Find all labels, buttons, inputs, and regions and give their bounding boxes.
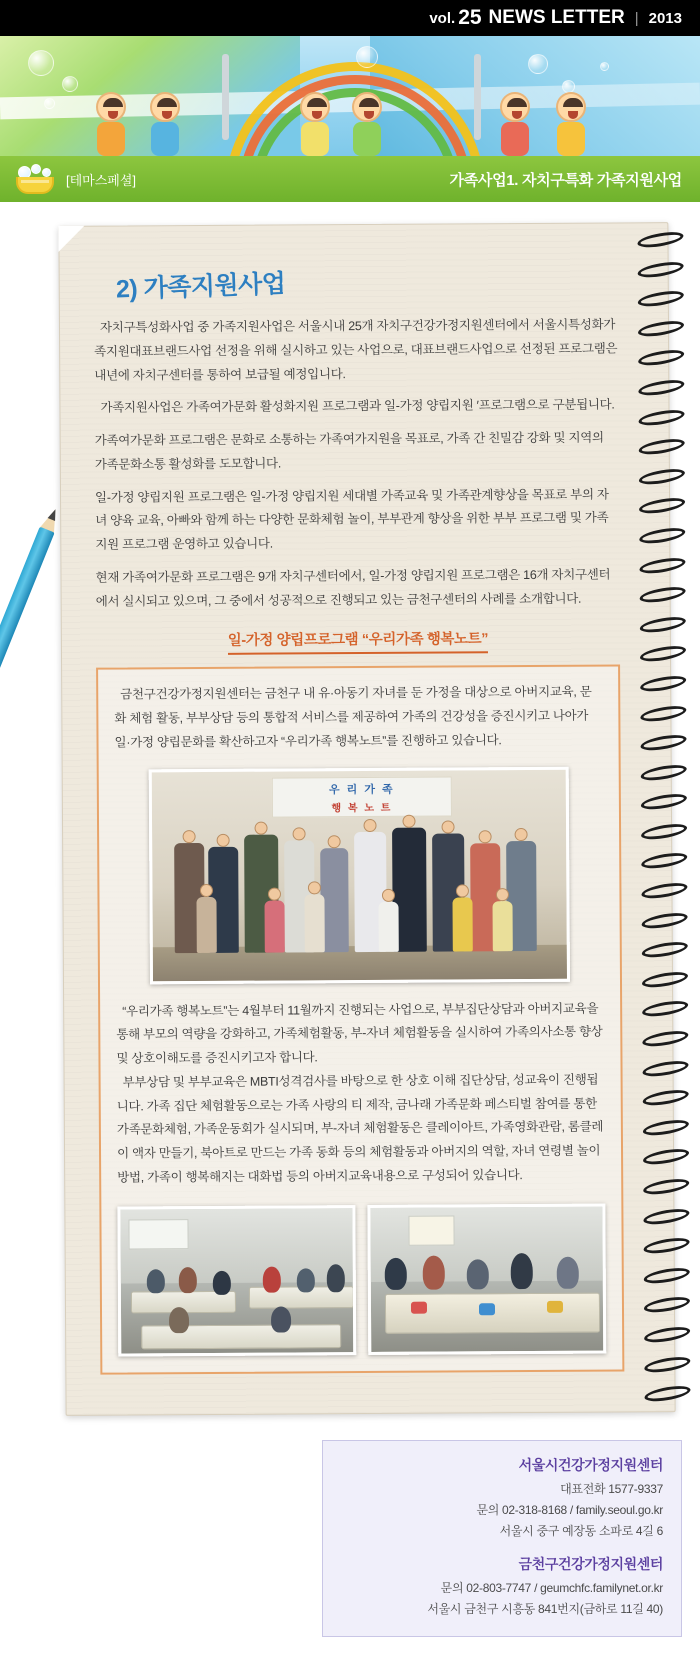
spiral-ring-icon [638,348,684,369]
child-figure-icon [150,92,180,156]
spiral-ring-icon [645,1384,691,1405]
child-body-icon [353,122,381,156]
photo-person [385,1257,407,1289]
highlight-box [96,665,624,1374]
bubble-icon [44,98,55,109]
spiral-ring-icon [641,821,687,842]
child-head-icon [352,92,382,122]
child-body-icon [151,122,179,156]
body-paragraph: 일-가정 양립지원 프로그램은 일-가정 양립지원 세대별 가족교육 및 가족관계향상을 목표로 부의 자녀 양육 교육, 아빠와 함께 하는 다양한 문화체험 놀이, 부부관계 향상을 위한 부부 프로그램 및 가족지원 프로그램 운영하고 있습니다. [94,487,609,552]
child-figure-icon [300,92,330,156]
header-separator: | [634,9,639,27]
spiral-ring-icon [643,1058,689,1079]
spiral-ring-icon [642,910,688,931]
page-content [0,202,700,1637]
spiral-ring-icon [644,1236,690,1257]
bubble-icon [528,54,548,74]
subsection-heading [96,627,620,656]
photo-person [557,1256,579,1288]
spiral-ring-icon [639,407,685,428]
body-paragraph: 현재 가족여가문화 프로그램은 9개 자치구센터에서, 일-가정 양립지원 프로그램은 16개 자치구센터에서 실시되고 있으며, 그 중에서 성공적으로 진행되고 있는 금천구센터의 사례를 소개합니다. [95,567,611,609]
footer-spacer [341,1542,663,1554]
photo-craft-item [411,1301,427,1313]
highlight-paragraph: 금천구건강가정지원센터는 금천구 내 유·아동기 자녀를 둔 가정을 대상으로 아버지교육, 문화 체험 활동, 부부상담 등의 통합적 서비스를 제공하여 가족의 건강성을 증진시키고 나아가 일·가정 양립문화를 확산하고자 “우리가족 행복노트”를 진행하고 있습니다. [114,684,592,750]
spiral-ring-icon [641,762,687,783]
spiral-ring-icon [638,259,684,280]
volume-label: vol. [429,9,456,27]
spiral-ring-icon [639,555,685,576]
photo-person [327,1264,345,1292]
child-body-icon [501,122,529,156]
spiral-ring-icon [639,525,685,546]
spiral-ring-icon [641,851,687,872]
footer-line: 대표전화 1577-9337 [560,1481,663,1496]
child-figure-icon [96,92,126,156]
spiral-ring-icon [643,1088,689,1109]
spiral-ring-icon [641,880,687,901]
child-body-icon [97,122,125,156]
photo-whiteboard [128,1219,188,1249]
pole-left-icon [222,54,229,140]
body-paragraph: 가족여가문화 프로그램은 문화로 소통하는 가족여가지원을 목표로, 가족 간 친밀감 강화 및 지역의 가족문화소통 활성화를 도모합니다. [94,430,604,472]
child-figure-icon [352,92,382,156]
photo-person [213,1270,231,1294]
spiral-ring-icon [643,1176,689,1197]
hero-illustration [0,36,700,156]
spiral-ring-icon [639,496,685,517]
footer-org-name: 서울시건강가정지원센터 [518,1456,663,1473]
body-paragraph: 부부상담 및 부부교육은 MBTI성격검사를 바탕으로 한 상호 이해 집단상담, 성교육이 진행됩니다. 가족 집단 체험활동으로는 가족 사랑의 티 제작, 금나래 가족문화 페스티벌 참여를 통한 가족문화체험, 가족운동회가 실시되며, 부-자녀 체험활동은 클레이아트, 가족영화관람, 롬클레이 액자 만들기, 북아트로 만드는 가족 동화 등의 체험활동과 아버지의 역할, 자녀 연령별 놀이방법, 가족이 행복해지는 대화법 등의 아버지교육내용으로 구성되어 있습니다. [116,1072,604,1185]
photo-person [467,1259,489,1289]
photo-child [379,901,399,951]
child-head-icon [556,92,586,122]
spiral-binding [637,233,690,1401]
photo-child [196,896,216,952]
photo-craft-item [479,1303,495,1315]
child-figure-icon [556,92,586,156]
spiral-ring-icon [642,940,688,961]
spiral-ring-icon [638,318,684,339]
spiral-ring-icon [639,437,685,458]
pencil-icon [0,506,63,697]
photo-child [264,900,284,952]
photo-banner-line1: 우 리 가 족 [328,783,395,796]
year-label: 2013 [648,9,682,27]
spiral-ring-icon [640,644,686,665]
spiral-ring-icon [644,1295,690,1316]
volume-number: 25 [458,6,482,29]
spiral-ring-icon [644,1324,690,1345]
spiral-ring-icon [642,969,688,990]
child-head-icon [500,92,530,122]
contact-footer [322,1440,682,1637]
photo-craft-item [547,1300,563,1312]
spiral-ring-icon [640,585,686,606]
bubble-icon [356,46,378,68]
photo-gallery [117,1203,606,1356]
spiral-ring-icon [644,1354,690,1375]
photo-poster [408,1215,454,1245]
body-paragraph: “우리가족 행복노트”는 4월부터 11월까지 진행되는 사업으로, 부부집단상담과 아버지교육을 통해 부모의 역량을 강화하고, 가족체험활동, 부-자녀 체험활동을 실시하여 가족의사소통 향상 및 상호이해도를 증진시키고자 합니다. [116,1001,603,1066]
theme-tag: [테마스페셜] [66,172,137,188]
photo-person [179,1267,197,1293]
footer-org-name: 금천구건강가정지원센터 [518,1555,663,1572]
spiral-ring-icon [641,792,687,813]
footer-line: 문의 02-803-7747 / geumchfc.familynet.or.kr [440,1580,663,1595]
footer-line: 문의 02-318-8168 / family.seoul.go.kr [476,1502,663,1517]
spiral-ring-icon [638,377,684,398]
spiral-ring-icon [642,999,688,1020]
spiral-ring-icon [643,1206,689,1227]
activity-photo-left [117,1205,356,1356]
photo-person [511,1252,533,1288]
newsletter-label: NEWS LETTER [488,7,625,28]
spiral-ring-icon [640,673,686,694]
photo-child [304,894,324,952]
child-head-icon [300,92,330,122]
footer-line: 서울시 중구 예장동 소파로 4길 6 [499,1523,663,1538]
spiral-ring-icon [643,1117,689,1138]
photo-person [297,1268,315,1292]
section-bar [0,156,700,202]
spiral-ring-icon [639,466,685,487]
spiral-ring-icon [638,289,684,310]
child-figure-icon [500,92,530,156]
body-paragraph: 가족지원사업은 가족여가문화 활성화지원 프로그램과 일-가정 양립지원 ′프로그램으로 구분됩니다. [100,397,615,415]
photo-child [452,897,472,951]
notebook-title: 2) 가족지원사업 [115,269,286,304]
spiral-ring-icon [642,1028,688,1049]
activity-photo-right [367,1203,606,1354]
bubble-icon [62,76,78,92]
spiral-ring-icon [643,1147,689,1168]
body-paragraph: 자치구특성화사업 중 가족지원사업은 서울시내 25개 자치구건강가정지원센터에서 서울시특성화가족지원대표브랜드사업 선정을 위해 실시하고 있는 사업으로, 대표브랜드사업으로 선정된 프로그램은 내년에 자치구센터를 통하여 보급될 예정입니다. [94,317,618,383]
pole-right-icon [474,54,481,140]
photo-person [263,1266,281,1292]
bubble-icon [600,62,609,71]
spiral-ring-icon [644,1265,690,1286]
spiral-ring-icon [637,229,683,250]
footer-line: 서울시 금천구 시흥동 841번지(금하로 11길 40) [427,1601,663,1616]
spiral-ring-icon [641,732,687,753]
bubble-basket-icon [12,164,58,194]
photo-person [169,1307,189,1333]
child-head-icon [96,92,126,122]
photo-person [271,1306,291,1332]
child-head-icon [150,92,180,122]
photo-person [147,1269,165,1293]
spiral-ring-icon [640,703,686,724]
group-photo [149,766,570,984]
photo-banner [272,776,452,817]
photo-child [493,901,513,951]
spiral-ring-icon [640,614,686,635]
photo-banner-line2: 행 복 노 트 [331,802,393,814]
header-bar [0,0,700,36]
subsection-heading-text: 일-가정 양립프로그램 “우리가족 행복노트” [228,628,488,656]
child-body-icon [557,122,585,156]
child-body-icon [301,122,329,156]
bubble-icon [28,50,54,76]
notebook-panel [58,222,675,1415]
section-title: 가족사업1. 자치구특화 가족지원사업 [449,171,682,189]
photo-person [423,1255,445,1289]
